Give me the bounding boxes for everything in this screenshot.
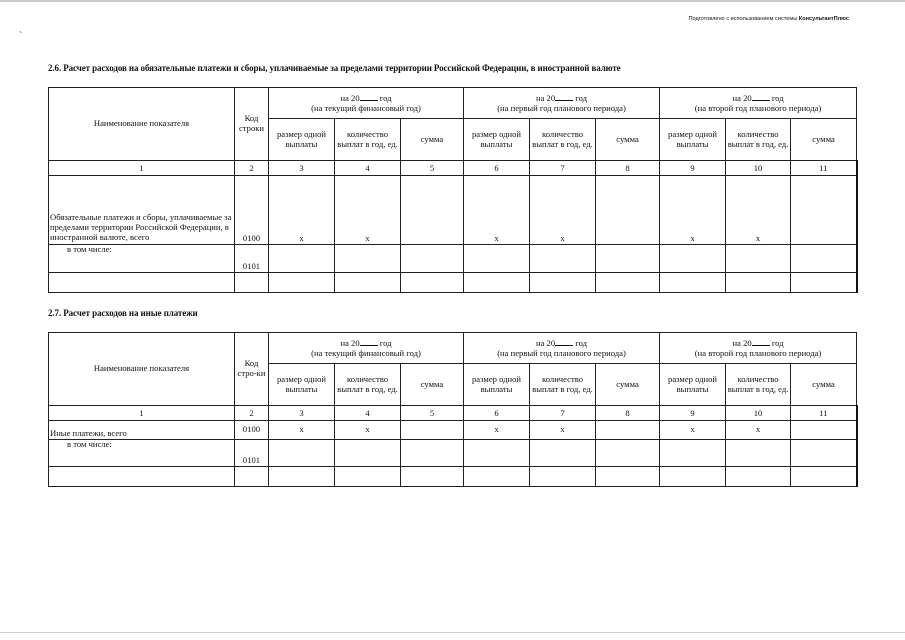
column-number: 1: [49, 161, 235, 176]
table-cell[interactable]: [596, 245, 660, 273]
column-number: 5: [401, 406, 464, 421]
cell-sum[interactable]: [401, 421, 464, 440]
year-suffix: год: [379, 93, 392, 104]
column-number: 11: [791, 406, 857, 421]
table-cell[interactable]: [269, 440, 335, 467]
table-cell[interactable]: [726, 273, 791, 293]
period-second-label: (на второй год планового периода): [694, 348, 822, 358]
period-second-header: [660, 333, 857, 364]
table-row: [49, 273, 857, 293]
row-name: в том числе:: [49, 440, 235, 467]
table-cell[interactable]: [726, 245, 791, 273]
table-cell[interactable]: [530, 440, 596, 467]
period-first-label: (на первый год планового периода): [497, 348, 626, 358]
year-suffix: год: [575, 338, 588, 349]
section-1-table: [48, 87, 858, 293]
row-code[interactable]: 0100: [235, 176, 269, 245]
table-cell[interactable]: [530, 273, 596, 293]
year-suffix: год: [771, 338, 784, 349]
col-count-header: количество выплат в год, ед.: [335, 119, 401, 161]
row-name: [49, 467, 235, 487]
table-cell[interactable]: [464, 245, 530, 273]
year-blank: [555, 92, 573, 101]
top-scan-line: [0, 0, 905, 2]
name-header: Наименование показателя: [49, 88, 235, 161]
cell-sum[interactable]: [596, 421, 660, 440]
table-cell[interactable]: [660, 440, 726, 467]
header-row: [49, 88, 857, 119]
table-cell[interactable]: [660, 467, 726, 487]
table-cell[interactable]: [464, 273, 530, 293]
table-row: [49, 467, 857, 487]
col-sum-header: сумма: [401, 364, 464, 406]
year-prefix: на 20: [732, 338, 752, 349]
column-number: 2: [235, 406, 269, 421]
cell-sum[interactable]: [791, 176, 857, 245]
column-number: 3: [269, 406, 335, 421]
column-number: 4: [335, 161, 401, 176]
prepared-note: [688, 16, 849, 22]
period-first-header: [464, 333, 660, 364]
col-single-header: размер одной выплаты: [660, 364, 726, 406]
header-row: [49, 333, 857, 364]
table-cell[interactable]: [660, 273, 726, 293]
cell-x-mark: x: [530, 421, 596, 440]
column-number-row: [49, 161, 857, 176]
year-blank: [360, 337, 378, 346]
table-cell[interactable]: [596, 440, 660, 467]
column-number: 8: [596, 161, 660, 176]
year-prefix: на 20: [340, 93, 360, 104]
cell-x-mark: x: [660, 421, 726, 440]
cell-x-mark: x: [269, 176, 335, 245]
cell-x-mark: x: [464, 421, 530, 440]
cell-sum[interactable]: [791, 421, 857, 440]
row-name: в том числе:: [49, 245, 235, 273]
period-second-label: (на второй год планового периода): [694, 103, 822, 113]
table-cell[interactable]: [726, 440, 791, 467]
col-count-header: количество выплат в год, ед.: [726, 364, 791, 406]
col-single-header: размер одной выплаты: [464, 119, 530, 161]
column-number: 6: [464, 161, 530, 176]
row-code[interactable]: [235, 273, 269, 293]
table-cell[interactable]: [464, 440, 530, 467]
cell-sum[interactable]: [596, 176, 660, 245]
col-sum-header: сумма: [401, 119, 464, 161]
prepared-brand: КонсультантПлюс: [798, 16, 849, 22]
row-name: Обязательные платежи и сборы, уплачиваемые за пределами территории Российской Федерации, в иностранной валюте, всего: [49, 176, 235, 245]
prepared-prefix: Подготовлено с использованием системы: [688, 16, 799, 22]
table-row: [49, 421, 857, 440]
col-single-header: размер одной выплаты: [464, 364, 530, 406]
col-sum-header: сумма: [596, 119, 660, 161]
table-cell[interactable]: [530, 245, 596, 273]
scan-mark: `: [19, 31, 23, 42]
table-row: [49, 176, 857, 245]
period-first-header: [464, 88, 660, 119]
table-cell[interactable]: [596, 467, 660, 487]
col-single-header: размер одной выплаты: [269, 119, 335, 161]
col-count-header: количество выплат в год, ед.: [335, 364, 401, 406]
row-code[interactable]: [235, 467, 269, 487]
name-header: Наименование показателя: [49, 333, 235, 406]
column-number: 11: [791, 161, 857, 176]
column-number: 5: [401, 161, 464, 176]
col-sum-header: сумма: [596, 364, 660, 406]
table-cell[interactable]: [791, 273, 857, 293]
column-number-row: [49, 406, 857, 421]
table-cell[interactable]: [401, 440, 464, 467]
period-current-label: (на текущий финансовый год): [311, 348, 421, 358]
column-number: 8: [596, 406, 660, 421]
col-count-header: количество выплат в год, ед.: [530, 364, 596, 406]
bottom-scan-line: [0, 632, 905, 633]
period-current-header: [269, 88, 464, 119]
col-sum-header: сумма: [791, 119, 857, 161]
col-sum-header: сумма: [791, 364, 857, 406]
table-row: [49, 245, 857, 273]
year-prefix: на 20: [340, 338, 360, 349]
table-cell[interactable]: [269, 245, 335, 273]
column-number: 10: [726, 161, 791, 176]
cell-x-mark: x: [726, 176, 791, 245]
cell-x-mark: x: [726, 421, 791, 440]
table-cell[interactable]: [791, 440, 857, 467]
code-header: Код стро-ки: [235, 333, 269, 406]
cell-x-mark: x: [335, 421, 401, 440]
column-number: 7: [530, 161, 596, 176]
year-prefix: на 20: [535, 338, 556, 349]
year-prefix: на 20: [732, 93, 752, 104]
section-2-title: 2.7. Расчет расходов на иные платежи: [48, 308, 198, 318]
table-cell[interactable]: [791, 245, 857, 273]
year-suffix: год: [771, 93, 784, 104]
table-cell[interactable]: [335, 467, 401, 487]
cell-x-mark: x: [660, 176, 726, 245]
year-prefix: на 20: [535, 93, 556, 104]
col-single-header: размер одной выплаты: [660, 119, 726, 161]
section-2-table: [48, 332, 858, 487]
table-cell[interactable]: [401, 467, 464, 487]
table-row: [49, 440, 857, 467]
table-cell[interactable]: [335, 245, 401, 273]
table-cell[interactable]: [401, 273, 464, 293]
row-code[interactable]: 0101: [235, 440, 269, 467]
column-number: 3: [269, 161, 335, 176]
cell-x-mark: x: [464, 176, 530, 245]
period-current-label: (на текущий финансовый год): [311, 103, 421, 113]
row-name: Иные платежи, всего: [49, 421, 235, 440]
period-current-header: [269, 333, 464, 364]
column-number: 4: [335, 406, 401, 421]
col-count-header: количество выплат в год, ед.: [530, 119, 596, 161]
table-cell[interactable]: [791, 467, 857, 487]
year-blank: [360, 92, 378, 101]
column-number: 7: [530, 406, 596, 421]
year-blank: [555, 337, 573, 346]
section-1-title: 2.6. Расчет расходов на обязательные платежи и сборы, уплачиваемые за пределами территории Российской Федерации, в иностранной валюте: [48, 63, 621, 73]
col-single-header: размер одной выплаты: [269, 364, 335, 406]
cell-x-mark: x: [530, 176, 596, 245]
year-suffix: год: [575, 93, 588, 104]
period-first-label: (на первый год планового периода): [497, 103, 626, 113]
table-cell[interactable]: [269, 273, 335, 293]
row-code[interactable]: 0101: [235, 245, 269, 273]
row-name: [49, 273, 235, 293]
column-number: 2: [235, 161, 269, 176]
table-cell[interactable]: [596, 273, 660, 293]
column-number: 6: [464, 406, 530, 421]
table-cell[interactable]: [269, 467, 335, 487]
row-code[interactable]: 0100: [235, 421, 269, 440]
cell-sum[interactable]: [401, 176, 464, 245]
table-cell[interactable]: [464, 467, 530, 487]
period-second-header: [660, 88, 857, 119]
cell-x-mark: x: [269, 421, 335, 440]
year-suffix: год: [379, 338, 392, 349]
year-blank: [752, 92, 770, 101]
year-blank: [752, 337, 770, 346]
cell-x-mark: x: [335, 176, 401, 245]
table-cell[interactable]: [660, 245, 726, 273]
column-number: 10: [726, 406, 791, 421]
column-number: 9: [660, 406, 726, 421]
table-cell[interactable]: [335, 273, 401, 293]
table-cell[interactable]: [726, 467, 791, 487]
code-header: Код строки: [235, 88, 269, 161]
table-cell[interactable]: [530, 467, 596, 487]
col-count-header: количество выплат в год, ед.: [726, 119, 791, 161]
table-cell[interactable]: [335, 440, 401, 467]
table-cell[interactable]: [401, 245, 464, 273]
column-number: 1: [49, 406, 235, 421]
column-number: 9: [660, 161, 726, 176]
